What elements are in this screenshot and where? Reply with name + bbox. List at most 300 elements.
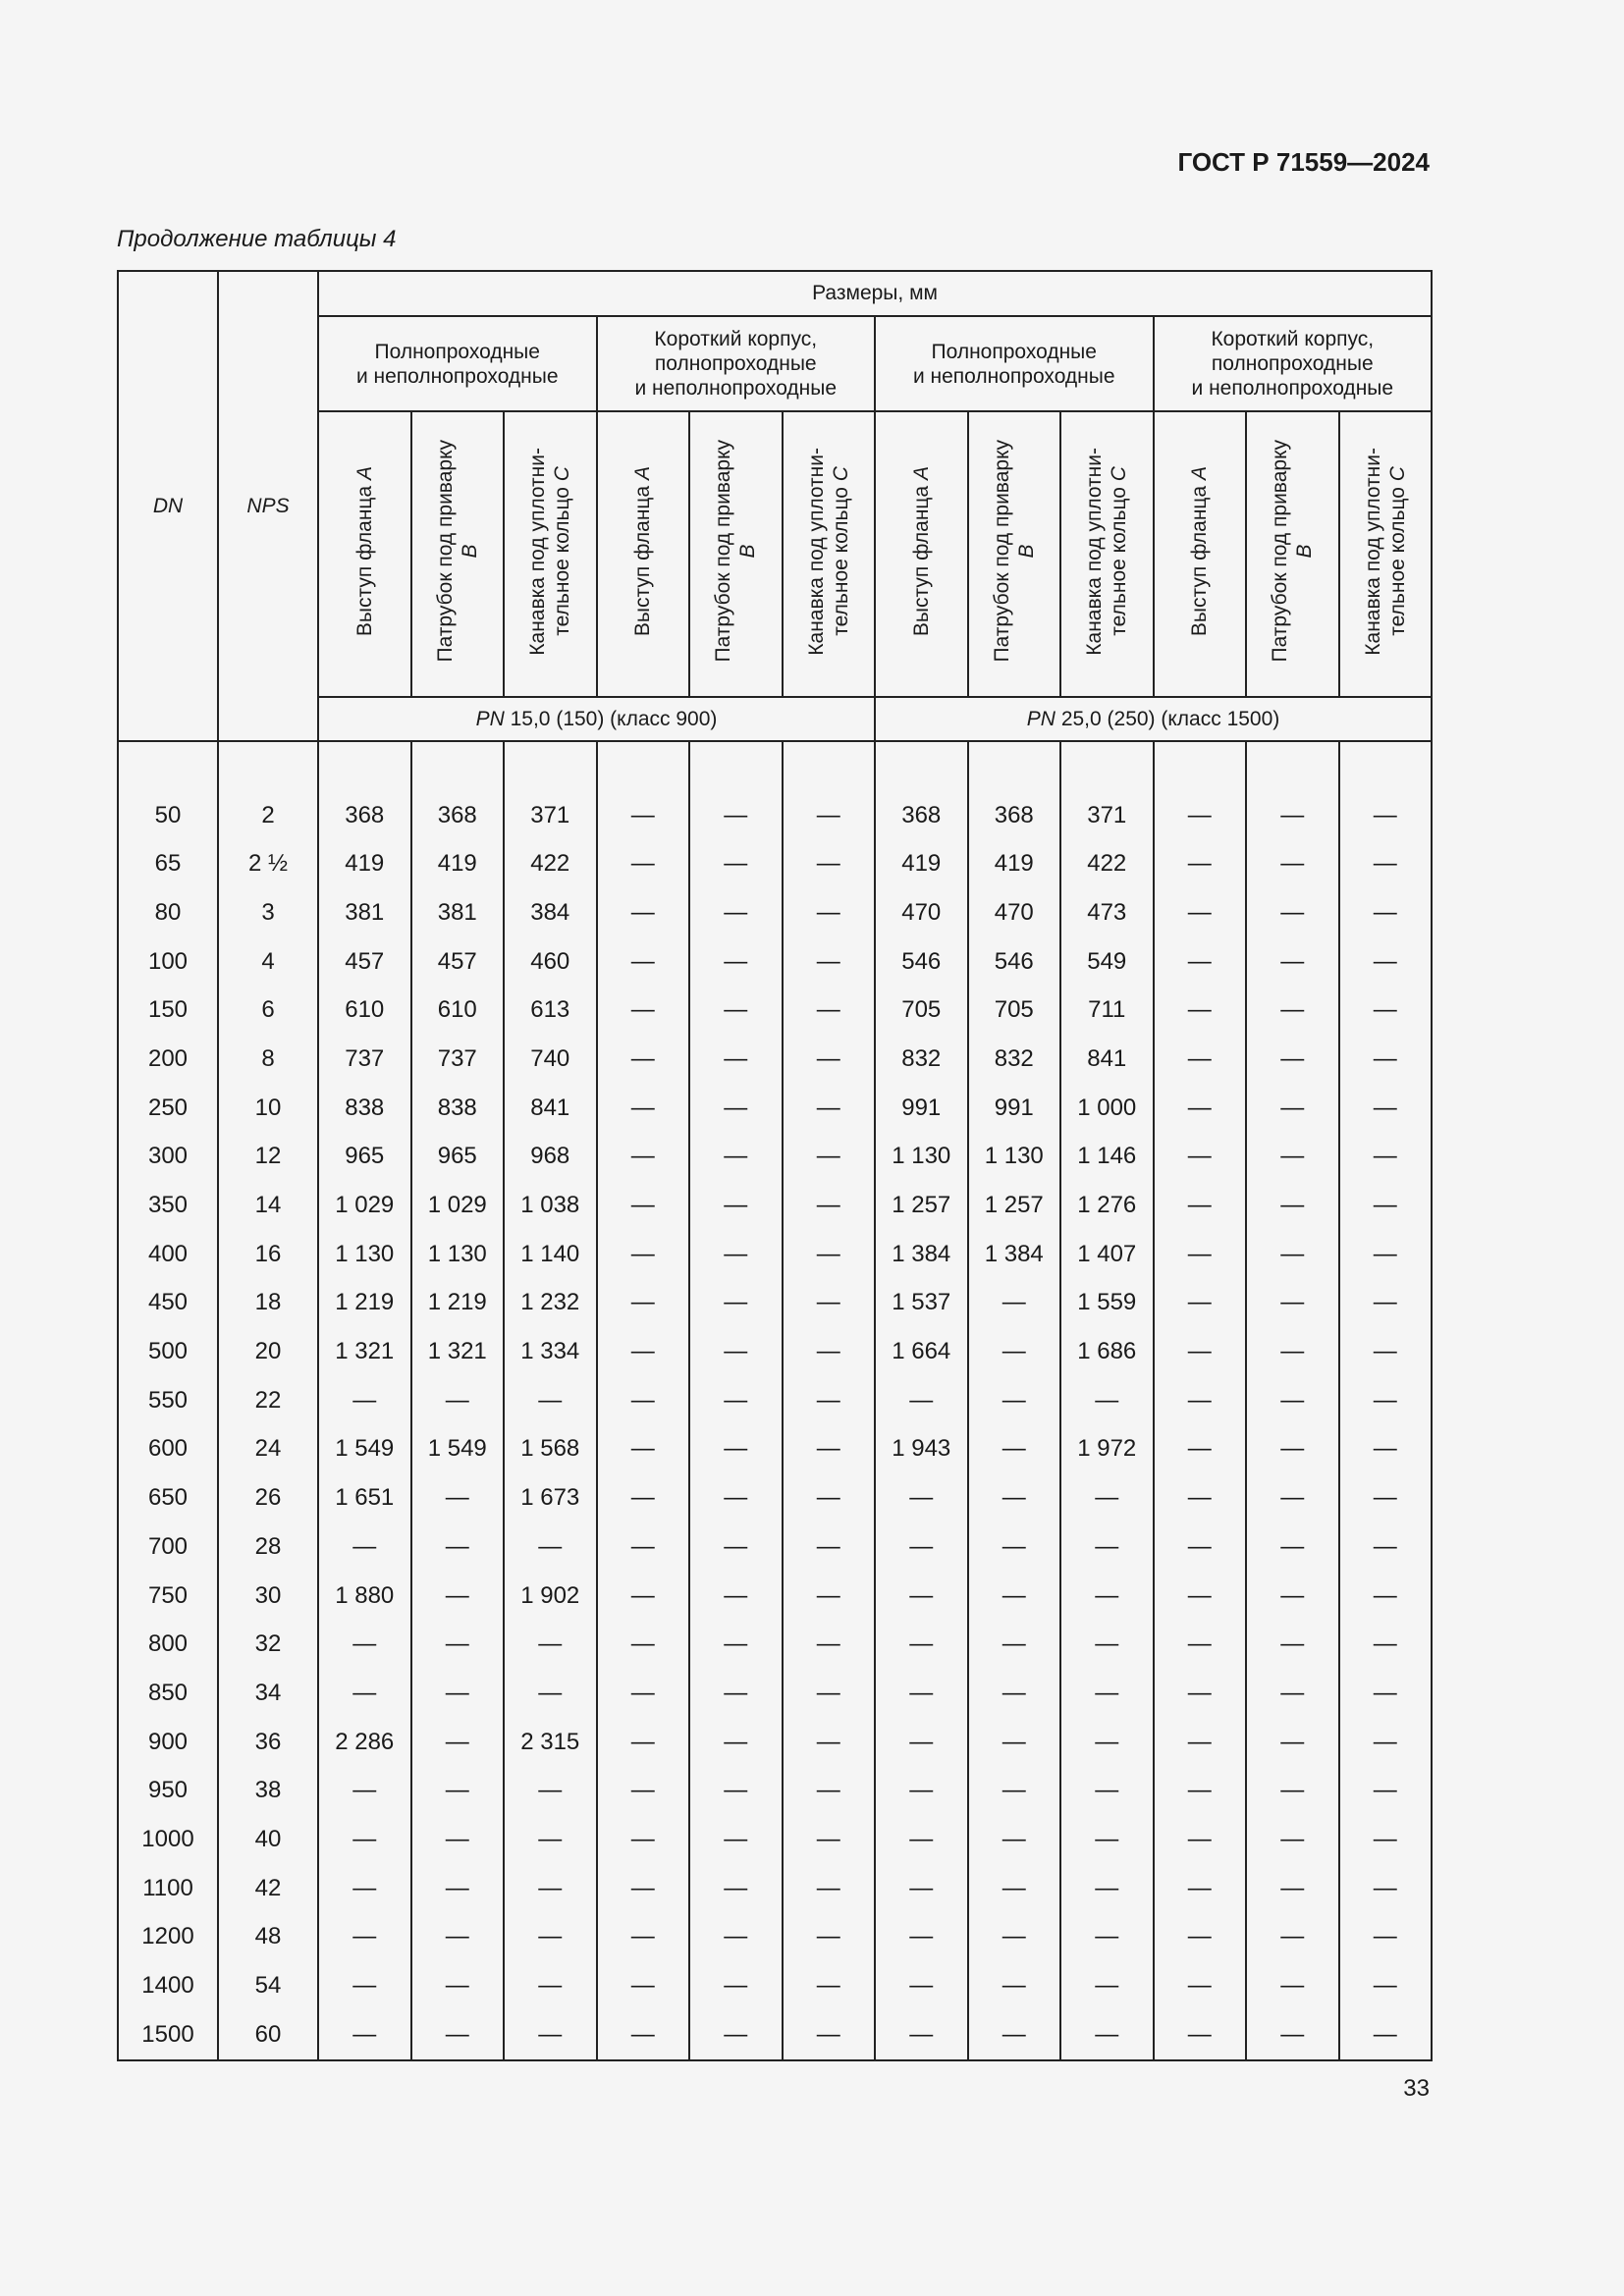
cell-value: — bbox=[597, 1864, 690, 1913]
cell-value: — bbox=[689, 1376, 783, 1425]
table-row bbox=[118, 888, 1432, 937]
cell-value: — bbox=[1246, 1425, 1339, 1474]
cell-nps: 16 bbox=[218, 1230, 318, 1279]
cell-value: — bbox=[1154, 1084, 1247, 1133]
cell-dn: 1500 bbox=[118, 2010, 218, 2060]
cell-value: 1 686 bbox=[1060, 1327, 1154, 1376]
cell-value: — bbox=[783, 986, 876, 1035]
cell-value: — bbox=[597, 791, 690, 840]
cell-nps: 30 bbox=[218, 1572, 318, 1621]
cell-value: — bbox=[783, 1669, 876, 1718]
cell-value: — bbox=[1246, 1913, 1339, 1962]
cell-value: — bbox=[968, 1473, 1061, 1522]
header-subcolumn-symbol: C bbox=[829, 466, 852, 482]
header-subcolumn-label bbox=[990, 440, 1039, 663]
cell-value: — bbox=[968, 1425, 1061, 1474]
cell-value: 1 130 bbox=[318, 1230, 411, 1279]
header-dimensions: Размеры, мм bbox=[318, 271, 1432, 316]
cell-value: 1 029 bbox=[411, 1181, 505, 1230]
cell-value: — bbox=[1154, 1035, 1247, 1084]
cell-value: 832 bbox=[968, 1035, 1061, 1084]
cell-value: — bbox=[689, 1766, 783, 1815]
cell-nps: 54 bbox=[218, 1961, 318, 2010]
cell-nps: 3 bbox=[218, 888, 318, 937]
header-subcolumn-symbol: B bbox=[1293, 544, 1317, 559]
cell-value: — bbox=[504, 1620, 597, 1669]
cell-value: — bbox=[1060, 1473, 1154, 1522]
header-subcolumn bbox=[1154, 411, 1247, 697]
cell-value: — bbox=[783, 1279, 876, 1328]
cell-value: — bbox=[411, 1815, 505, 1864]
cell-nps: 14 bbox=[218, 1181, 318, 1230]
cell-value: — bbox=[1339, 1376, 1433, 1425]
cell-value: — bbox=[783, 1473, 876, 1522]
header-subcolumn-label bbox=[525, 448, 574, 656]
cell-value: — bbox=[597, 1279, 690, 1328]
cell-nps: 28 bbox=[218, 1522, 318, 1572]
cell-value: — bbox=[1154, 937, 1247, 987]
cell-value: 470 bbox=[968, 888, 1061, 937]
cell-value: — bbox=[597, 1620, 690, 1669]
cell-value: — bbox=[783, 839, 876, 888]
cell-value: — bbox=[1246, 1327, 1339, 1376]
cell-value: — bbox=[1154, 1572, 1247, 1621]
cell-value: 1 673 bbox=[504, 1473, 597, 1522]
cell-value: — bbox=[1246, 1473, 1339, 1522]
cell-value: 737 bbox=[318, 1035, 411, 1084]
cell-value: — bbox=[1246, 1230, 1339, 1279]
cell-value: — bbox=[875, 1669, 968, 1718]
cell-value: — bbox=[968, 1327, 1061, 1376]
cell-value: — bbox=[783, 937, 876, 987]
cell-nps: 32 bbox=[218, 1620, 318, 1669]
cell-value: — bbox=[968, 1864, 1061, 1913]
cell-value: — bbox=[1339, 1230, 1433, 1279]
cell-value: — bbox=[689, 1522, 783, 1572]
table-row bbox=[118, 1133, 1432, 1182]
cell-value: — bbox=[1060, 1572, 1154, 1621]
cell-value: — bbox=[318, 1766, 411, 1815]
cell-value: — bbox=[689, 1279, 783, 1328]
cell-dn: 350 bbox=[118, 1181, 218, 1230]
header-group: Короткий корпус, полнопроходные и неполнопроходные bbox=[1154, 316, 1433, 411]
header-subcolumn-label bbox=[630, 466, 655, 636]
cell-value: — bbox=[875, 1572, 968, 1621]
cell-value: — bbox=[1339, 1425, 1433, 1474]
cell-value: — bbox=[411, 1766, 505, 1815]
cell-value: — bbox=[1339, 1864, 1433, 1913]
cell-value: 965 bbox=[318, 1133, 411, 1182]
cell-value: — bbox=[689, 1961, 783, 2010]
cell-dn: 150 bbox=[118, 986, 218, 1035]
header-subcolumn-text: Патрубок под приварку bbox=[712, 440, 735, 663]
cell-value: — bbox=[1154, 839, 1247, 888]
cell-value: 1 651 bbox=[318, 1473, 411, 1522]
cell-value: — bbox=[783, 1327, 876, 1376]
table-row bbox=[118, 1913, 1432, 1962]
cell-dn: 650 bbox=[118, 1473, 218, 1522]
cell-value: — bbox=[783, 1913, 876, 1962]
cell-value: — bbox=[1246, 1376, 1339, 1425]
cell-value: 1 321 bbox=[318, 1327, 411, 1376]
cell-value: — bbox=[968, 1815, 1061, 1864]
cell-nps: 18 bbox=[218, 1279, 318, 1328]
header-group: Короткий корпус, полнопроходные и неполнопроходные bbox=[597, 316, 876, 411]
cell-value: 737 bbox=[411, 1035, 505, 1084]
cell-value: 1 257 bbox=[875, 1181, 968, 1230]
cell-value: — bbox=[875, 1766, 968, 1815]
cell-value: 965 bbox=[411, 1133, 505, 1182]
cell-value: — bbox=[1339, 1572, 1433, 1621]
cell-value: — bbox=[411, 1572, 505, 1621]
cell-value: 1 664 bbox=[875, 1327, 968, 1376]
cell-value: — bbox=[1339, 937, 1433, 987]
cell-value: — bbox=[411, 1961, 505, 2010]
cell-value: — bbox=[875, 1376, 968, 1425]
table-row bbox=[118, 1766, 1432, 1815]
cell-value: — bbox=[1246, 1279, 1339, 1328]
header-subcolumn-text: Выступ фланца bbox=[1188, 479, 1212, 637]
cell-value: — bbox=[1060, 1669, 1154, 1718]
cell-nps: 20 bbox=[218, 1327, 318, 1376]
cell-value: 1 130 bbox=[411, 1230, 505, 1279]
cell-value: — bbox=[504, 1522, 597, 1572]
cell-value: — bbox=[689, 937, 783, 987]
table-row bbox=[118, 2010, 1432, 2060]
cell-value: 1 902 bbox=[504, 1572, 597, 1621]
cell-value: 384 bbox=[504, 888, 597, 937]
cell-value: — bbox=[597, 1327, 690, 1376]
header-subcolumn bbox=[968, 411, 1061, 697]
header-subcolumn-text: Канавка под уплотни- тельное кольцо bbox=[526, 447, 574, 656]
table-row bbox=[118, 1864, 1432, 1913]
cell-value: 457 bbox=[411, 937, 505, 987]
cell-value: 368 bbox=[411, 791, 505, 840]
cell-value: — bbox=[1060, 1620, 1154, 1669]
cell-value: — bbox=[689, 1425, 783, 1474]
cell-value: — bbox=[1339, 1620, 1433, 1669]
cell-value: — bbox=[875, 1522, 968, 1572]
table-row bbox=[118, 1473, 1432, 1522]
cell-value: — bbox=[597, 1133, 690, 1182]
table-row bbox=[118, 1181, 1432, 1230]
cell-nps: 6 bbox=[218, 986, 318, 1035]
cell-dn: 900 bbox=[118, 1718, 218, 1767]
cell-value: — bbox=[1154, 1473, 1247, 1522]
table-row bbox=[118, 1620, 1432, 1669]
cell-value: — bbox=[1246, 839, 1339, 888]
cell-value: — bbox=[1154, 888, 1247, 937]
cell-value: — bbox=[318, 1864, 411, 1913]
cell-value: — bbox=[597, 888, 690, 937]
cell-value: 1 276 bbox=[1060, 1181, 1154, 1230]
cell-value: — bbox=[411, 1864, 505, 1913]
cell-value: 381 bbox=[411, 888, 505, 937]
header-subcolumn-symbol: B bbox=[458, 544, 481, 559]
header-subcolumn-label bbox=[804, 448, 853, 656]
cell-value: — bbox=[783, 1035, 876, 1084]
cell-value: — bbox=[1060, 1766, 1154, 1815]
cell-value: — bbox=[1246, 888, 1339, 937]
cell-value: 1 257 bbox=[968, 1181, 1061, 1230]
cell-value: — bbox=[318, 2010, 411, 2060]
cell-value: 371 bbox=[1060, 791, 1154, 840]
table-row bbox=[118, 1669, 1432, 1718]
cell-value: — bbox=[1246, 1669, 1339, 1718]
header-pressure-class bbox=[875, 697, 1432, 741]
cell-dn: 750 bbox=[118, 1572, 218, 1621]
cell-dn: 300 bbox=[118, 1133, 218, 1182]
cell-value: — bbox=[1060, 1376, 1154, 1425]
cell-value: 841 bbox=[504, 1084, 597, 1133]
cell-value: 1 000 bbox=[1060, 1084, 1154, 1133]
cell-value: — bbox=[689, 1181, 783, 1230]
cell-value: — bbox=[875, 2010, 968, 2060]
cell-value: — bbox=[875, 1815, 968, 1864]
cell-dn: 1100 bbox=[118, 1864, 218, 1913]
cell-value: — bbox=[1154, 1279, 1247, 1328]
cell-value: — bbox=[689, 791, 783, 840]
cell-value: 419 bbox=[968, 839, 1061, 888]
cell-value: — bbox=[504, 2010, 597, 2060]
header-subcolumn-label bbox=[909, 466, 934, 636]
cell-value: — bbox=[597, 1035, 690, 1084]
cell-value: — bbox=[1339, 1473, 1433, 1522]
cell-value: 1 943 bbox=[875, 1425, 968, 1474]
cell-dn: 400 bbox=[118, 1230, 218, 1279]
table-row bbox=[118, 1425, 1432, 1474]
cell-value: 422 bbox=[504, 839, 597, 888]
cell-value: — bbox=[968, 1620, 1061, 1669]
header-subcolumn-symbol: A bbox=[1188, 465, 1212, 480]
cell-value: — bbox=[597, 1522, 690, 1572]
cell-value: — bbox=[1246, 1572, 1339, 1621]
cell-value: — bbox=[968, 1376, 1061, 1425]
pressure-symbol: PN bbox=[475, 707, 505, 730]
cell-value: — bbox=[968, 1522, 1061, 1572]
cell-value: 1 140 bbox=[504, 1230, 597, 1279]
cell-value: — bbox=[318, 1620, 411, 1669]
cell-value: — bbox=[411, 2010, 505, 2060]
cell-value: 711 bbox=[1060, 986, 1154, 1035]
cell-value: — bbox=[783, 1766, 876, 1815]
cell-value: — bbox=[1339, 2010, 1433, 2060]
header-subcolumn-label bbox=[433, 440, 482, 663]
cell-value: 1 321 bbox=[411, 1327, 505, 1376]
cell-value: — bbox=[1339, 986, 1433, 1035]
cell-dn: 500 bbox=[118, 1327, 218, 1376]
cell-value: 473 bbox=[1060, 888, 1154, 937]
cell-value: — bbox=[689, 2010, 783, 2060]
cell-value: — bbox=[1154, 2010, 1247, 2060]
cell-dn: 50 bbox=[118, 791, 218, 840]
cell-value: — bbox=[1339, 1279, 1433, 1328]
cell-value: — bbox=[1246, 1961, 1339, 2010]
header-subcolumn-text: Патрубок под приварку bbox=[990, 440, 1013, 663]
cell-value: — bbox=[783, 1084, 876, 1133]
header-subcolumn-label bbox=[711, 440, 760, 663]
cell-value: — bbox=[1154, 1376, 1247, 1425]
cell-value: — bbox=[1339, 1718, 1433, 1767]
cell-value: — bbox=[968, 1766, 1061, 1815]
cell-value: 991 bbox=[875, 1084, 968, 1133]
cell-value: — bbox=[597, 1376, 690, 1425]
cell-value: 1 219 bbox=[411, 1279, 505, 1328]
cell-value: — bbox=[1246, 2010, 1339, 2060]
cell-value: 1 568 bbox=[504, 1425, 597, 1474]
cell-nps: 38 bbox=[218, 1766, 318, 1815]
cell-value: — bbox=[597, 1473, 690, 1522]
cell-value: — bbox=[318, 1913, 411, 1962]
cell-value: — bbox=[597, 1669, 690, 1718]
cell-value: — bbox=[1060, 1815, 1154, 1864]
cell-value: — bbox=[1060, 1522, 1154, 1572]
cell-value: 1 038 bbox=[504, 1181, 597, 1230]
cell-nps: 2 bbox=[218, 791, 318, 840]
cell-nps: 26 bbox=[218, 1473, 318, 1522]
cell-value: — bbox=[968, 1718, 1061, 1767]
cell-value: 1 537 bbox=[875, 1279, 968, 1328]
header-subcolumn-label bbox=[1082, 448, 1131, 656]
cell-value: — bbox=[783, 888, 876, 937]
header-subcolumn-symbol: A bbox=[631, 465, 655, 480]
table-body bbox=[118, 791, 1432, 2060]
cell-value: — bbox=[1339, 1084, 1433, 1133]
cell-value: — bbox=[783, 1718, 876, 1767]
cell-nps: 22 bbox=[218, 1376, 318, 1425]
pressure-value: 25,0 (250) (класс 1500) bbox=[1055, 707, 1280, 730]
cell-value: — bbox=[1060, 1913, 1154, 1962]
cell-value: — bbox=[689, 1815, 783, 1864]
cell-value: 422 bbox=[1060, 839, 1154, 888]
pressure-value: 15,0 (150) (класс 900) bbox=[504, 707, 718, 730]
cell-value: — bbox=[1339, 1035, 1433, 1084]
cell-dn: 1000 bbox=[118, 1815, 218, 1864]
cell-value: 368 bbox=[968, 791, 1061, 840]
cell-nps: 4 bbox=[218, 937, 318, 987]
cell-value: — bbox=[411, 1718, 505, 1767]
cell-value: — bbox=[318, 1669, 411, 1718]
cell-nps: 48 bbox=[218, 1913, 318, 1962]
cell-value: 968 bbox=[504, 1133, 597, 1182]
cell-dn: 600 bbox=[118, 1425, 218, 1474]
table-row bbox=[118, 1035, 1432, 1084]
cell-value: — bbox=[689, 1133, 783, 1182]
cell-nps: 42 bbox=[218, 1864, 318, 1913]
header-subcolumn bbox=[411, 411, 505, 697]
table-row bbox=[118, 1230, 1432, 1279]
cell-value: — bbox=[597, 1181, 690, 1230]
cell-value: — bbox=[875, 1620, 968, 1669]
cell-value: 1 232 bbox=[504, 1279, 597, 1328]
cell-value: — bbox=[1154, 1522, 1247, 1572]
header-subcolumn bbox=[783, 411, 876, 697]
cell-value: — bbox=[783, 1425, 876, 1474]
cell-value: 1 146 bbox=[1060, 1133, 1154, 1182]
cell-value: — bbox=[783, 1230, 876, 1279]
cell-value: — bbox=[1154, 1230, 1247, 1279]
header-pressure-class bbox=[318, 697, 875, 741]
cell-dn: 700 bbox=[118, 1522, 218, 1572]
table-row bbox=[118, 1718, 1432, 1767]
header-subcolumn-text: Канавка под уплотни- тельное кольцо bbox=[1361, 447, 1409, 656]
cell-value: — bbox=[1154, 791, 1247, 840]
cell-value: — bbox=[783, 791, 876, 840]
header-subcolumn bbox=[504, 411, 597, 697]
table-row bbox=[118, 839, 1432, 888]
cell-value: — bbox=[1339, 1913, 1433, 1962]
cell-value: — bbox=[875, 1913, 968, 1962]
cell-value: — bbox=[783, 1522, 876, 1572]
cell-value: — bbox=[783, 1572, 876, 1621]
cell-value: 460 bbox=[504, 937, 597, 987]
cell-value: 1 559 bbox=[1060, 1279, 1154, 1328]
cell-value: — bbox=[597, 1718, 690, 1767]
cell-value: — bbox=[597, 1913, 690, 1962]
cell-value: — bbox=[597, 1961, 690, 2010]
header-subcolumn-label bbox=[1268, 440, 1317, 663]
header-subcolumn-symbol: C bbox=[1385, 466, 1409, 482]
cell-dn: 850 bbox=[118, 1669, 218, 1718]
header-dn: DN bbox=[118, 271, 218, 741]
cell-value: — bbox=[783, 1620, 876, 1669]
cell-value: 1 549 bbox=[318, 1425, 411, 1474]
cell-value: — bbox=[783, 1961, 876, 2010]
cell-value: — bbox=[1339, 888, 1433, 937]
cell-value: — bbox=[597, 937, 690, 987]
cell-value: 705 bbox=[968, 986, 1061, 1035]
cell-dn: 65 bbox=[118, 839, 218, 888]
cell-value: — bbox=[504, 1766, 597, 1815]
cell-value: 1 880 bbox=[318, 1572, 411, 1621]
cell-value: — bbox=[411, 1376, 505, 1425]
cell-value: — bbox=[411, 1473, 505, 1522]
cell-value: — bbox=[968, 1961, 1061, 2010]
header-subcolumn-label bbox=[352, 466, 377, 636]
header-subcolumn bbox=[875, 411, 968, 697]
cell-value: — bbox=[689, 1620, 783, 1669]
cell-value: — bbox=[689, 986, 783, 1035]
cell-value: 371 bbox=[504, 791, 597, 840]
cell-value: — bbox=[597, 986, 690, 1035]
table-row bbox=[118, 1327, 1432, 1376]
table-row bbox=[118, 1376, 1432, 1425]
cell-value: 613 bbox=[504, 986, 597, 1035]
cell-value: — bbox=[783, 1181, 876, 1230]
cell-value: 368 bbox=[318, 791, 411, 840]
cell-value: — bbox=[689, 1084, 783, 1133]
header-subcolumn-text: Патрубок под приварку bbox=[1269, 440, 1292, 663]
cell-value: — bbox=[1339, 1133, 1433, 1182]
cell-value: — bbox=[411, 1913, 505, 1962]
cell-value: — bbox=[411, 1669, 505, 1718]
cell-value: 419 bbox=[411, 839, 505, 888]
cell-value: 1 130 bbox=[968, 1133, 1061, 1182]
cell-value: — bbox=[968, 1572, 1061, 1621]
header-nps: NPS bbox=[218, 271, 318, 741]
cell-value: — bbox=[1154, 1864, 1247, 1913]
header-subcolumn-symbol: C bbox=[1108, 466, 1131, 482]
table-row bbox=[118, 1084, 1432, 1133]
cell-nps: 2 ½ bbox=[218, 839, 318, 888]
cell-value: — bbox=[1154, 1766, 1247, 1815]
table-row bbox=[118, 791, 1432, 840]
cell-value: — bbox=[318, 1376, 411, 1425]
cell-value: — bbox=[1246, 1766, 1339, 1815]
header-subcolumn-text: Выступ фланца bbox=[352, 479, 376, 637]
table-row bbox=[118, 1522, 1432, 1572]
cell-value: — bbox=[504, 1815, 597, 1864]
